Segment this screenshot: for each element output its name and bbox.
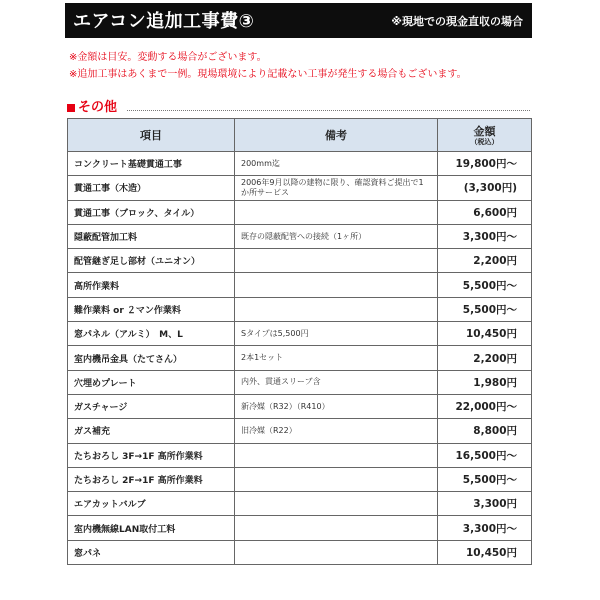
price-table bbox=[67, 118, 532, 565]
header-remark: 備考 bbox=[235, 119, 438, 152]
table-row bbox=[68, 152, 532, 176]
table-row bbox=[68, 419, 532, 443]
row-item: たちおろし 2F→1F 高所作業料 bbox=[68, 467, 235, 491]
table-row bbox=[68, 370, 532, 394]
row-price: 19,800円～ bbox=[438, 152, 532, 176]
row-price: 3,300円～ bbox=[438, 224, 532, 248]
table-row bbox=[68, 200, 532, 224]
row-item: 室内機無線LAN取付工料 bbox=[68, 516, 235, 540]
row-remark bbox=[235, 297, 438, 321]
row-item: ガスチャージ bbox=[68, 394, 235, 418]
row-price: 5,500円～ bbox=[438, 273, 532, 297]
section-heading bbox=[67, 100, 530, 118]
header-item: 項目 bbox=[68, 119, 235, 152]
row-price: 1,980円 bbox=[438, 370, 532, 394]
row-price: 5,500円～ bbox=[438, 467, 532, 491]
table-row bbox=[68, 394, 532, 418]
row-remark: 内外、貫通スリーブ含 bbox=[235, 370, 438, 394]
section-label: その他 bbox=[78, 100, 118, 115]
row-price: 3,300円～ bbox=[438, 516, 532, 540]
row-remark: 200mm迄 bbox=[235, 152, 438, 176]
page-header bbox=[65, 3, 532, 38]
note-line: ※金額は目安。変動する場合がございます。 bbox=[69, 52, 267, 63]
row-price: 16,500円～ bbox=[438, 443, 532, 467]
table-row bbox=[68, 273, 532, 297]
table-row bbox=[68, 540, 532, 564]
row-remark bbox=[235, 467, 438, 491]
row-remark bbox=[235, 516, 438, 540]
table-row bbox=[68, 346, 532, 370]
row-item: 難作業料 or ２マン作業料 bbox=[68, 297, 235, 321]
header-price-label: 金額 bbox=[473, 124, 496, 138]
table-row bbox=[68, 516, 532, 540]
row-item: 隠蔽配管加工料 bbox=[68, 224, 235, 248]
table-row bbox=[68, 467, 532, 491]
row-item: 貫通工事（ブロック、タイル） bbox=[68, 200, 235, 224]
row-remark bbox=[235, 200, 438, 224]
table-row bbox=[68, 224, 532, 248]
row-price: 6,600円 bbox=[438, 200, 532, 224]
row-remark bbox=[235, 443, 438, 467]
header-price bbox=[438, 119, 532, 152]
row-remark: 旧冷媒（R22） bbox=[235, 419, 438, 443]
red-square-icon bbox=[67, 104, 75, 112]
table-body bbox=[68, 152, 532, 565]
row-price: 5,500円～ bbox=[438, 297, 532, 321]
notes bbox=[69, 49, 467, 83]
row-remark bbox=[235, 492, 438, 516]
row-item: 高所作業料 bbox=[68, 273, 235, 297]
row-remark: Sタイプは5,500円 bbox=[235, 322, 438, 346]
row-remark: 新冷媒（R32）（R410） bbox=[235, 394, 438, 418]
row-remark bbox=[235, 273, 438, 297]
row-price: 10,450円 bbox=[438, 322, 532, 346]
table-header-row bbox=[68, 119, 532, 152]
page-title: エアコン追加工事費③ bbox=[73, 11, 255, 32]
row-item: 貫通工事（木造） bbox=[68, 176, 235, 200]
row-item: 窓パネル（アルミ） M、L bbox=[68, 322, 235, 346]
row-price: 3,300円 bbox=[438, 492, 532, 516]
row-remark bbox=[235, 540, 438, 564]
row-item: たちおろし 3F→1F 高所作業料 bbox=[68, 443, 235, 467]
row-remark: 2006年9月以降の建物に限り、確認資料ご提出で1か所サービス bbox=[235, 176, 438, 200]
table-row bbox=[68, 322, 532, 346]
header-note: ※現地での現金直収の場合 bbox=[391, 15, 523, 28]
row-item: 室内機吊金具（たてさん） bbox=[68, 346, 235, 370]
note-line: ※追加工事はあくまで一例。現場環境により記載ない工事が発生する場合もございます。 bbox=[69, 69, 467, 80]
row-item: 配管継ぎ足し部材（ユニオン） bbox=[68, 249, 235, 273]
table-row bbox=[68, 492, 532, 516]
row-price: 2,200円 bbox=[438, 346, 532, 370]
row-item: エアカットバルブ bbox=[68, 492, 235, 516]
row-remark: 2本1セット bbox=[235, 346, 438, 370]
row-remark bbox=[235, 249, 438, 273]
dotted-divider bbox=[127, 110, 530, 111]
table-row bbox=[68, 249, 532, 273]
table-row bbox=[68, 297, 532, 321]
row-price: 2,200円 bbox=[438, 249, 532, 273]
row-price: 8,800円 bbox=[438, 419, 532, 443]
table-row bbox=[68, 443, 532, 467]
row-item: 窓パネ bbox=[68, 540, 235, 564]
table-row bbox=[68, 176, 532, 200]
row-price: 10,450円 bbox=[438, 540, 532, 564]
row-item: ガス補充 bbox=[68, 419, 235, 443]
row-remark: 既存の隠蔽配管への接続（1ヶ所） bbox=[235, 224, 438, 248]
row-price: (3,300円) bbox=[438, 176, 532, 200]
row-item: コンクリート基礎貫通工事 bbox=[68, 152, 235, 176]
row-price: 22,000円～ bbox=[438, 394, 532, 418]
row-item: 穴埋めプレート bbox=[68, 370, 235, 394]
header-price-sub: （税込） bbox=[470, 137, 499, 146]
